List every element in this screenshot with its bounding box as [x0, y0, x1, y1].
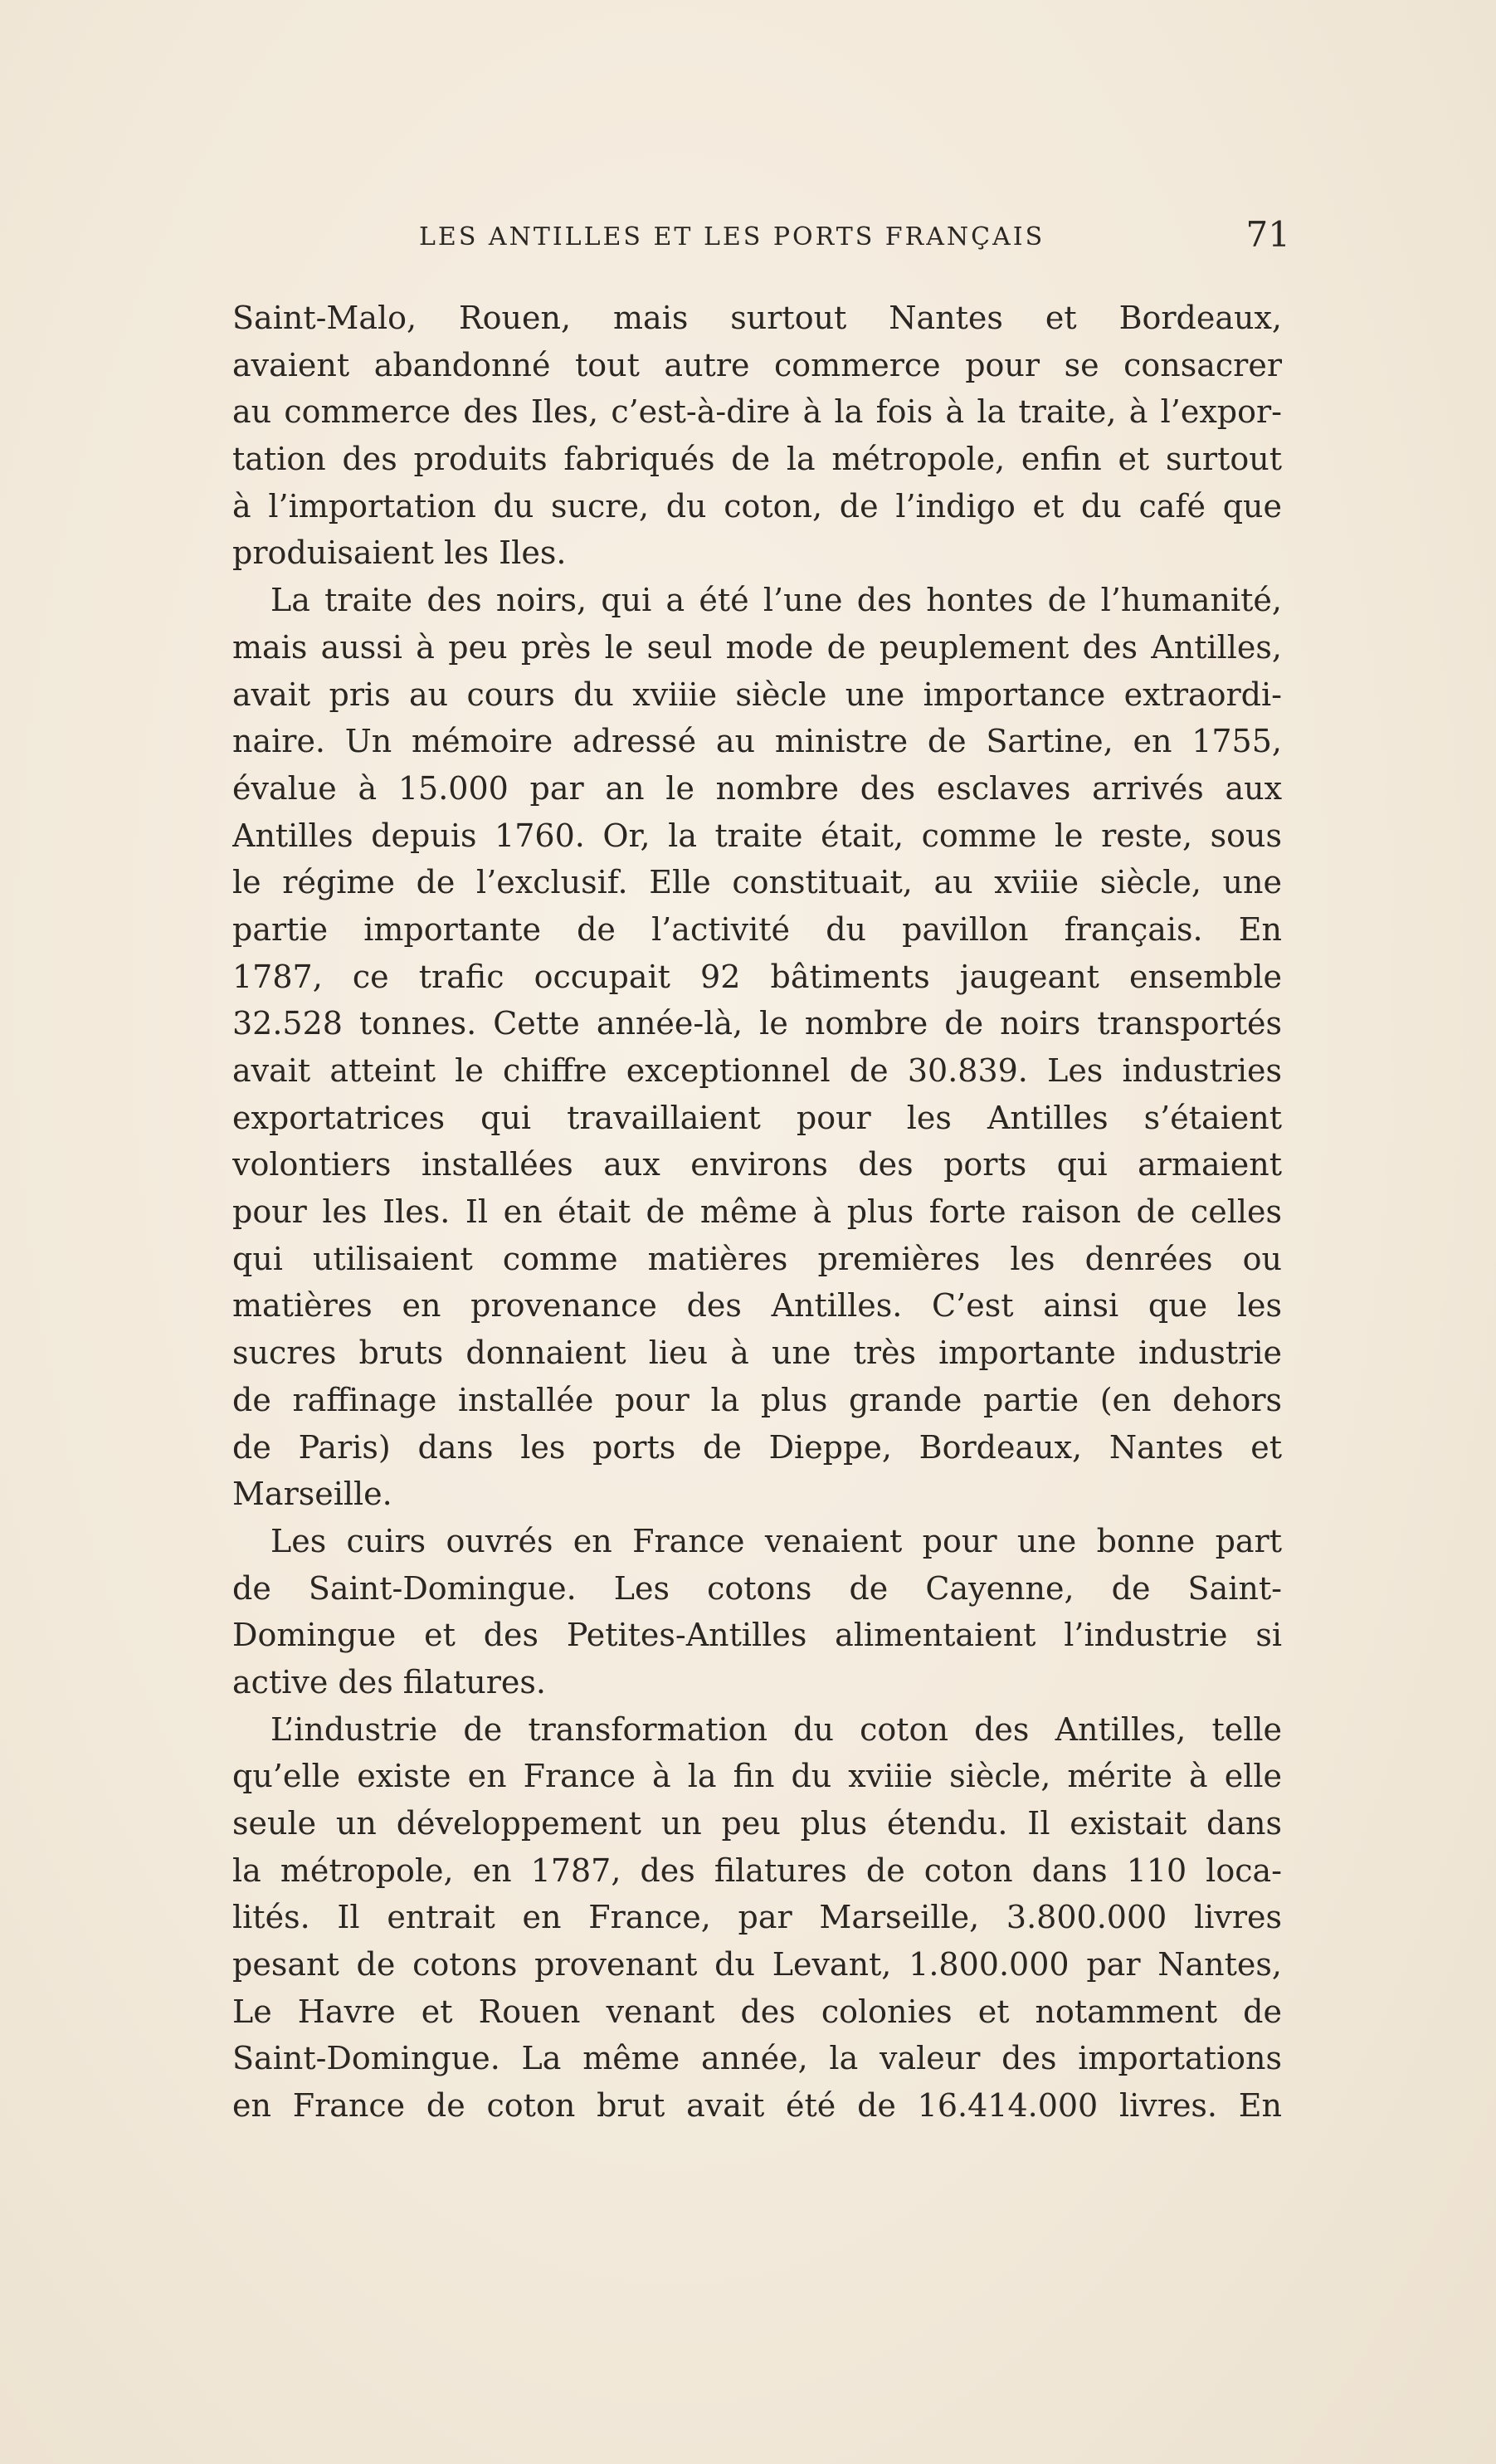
text-line: évalue à 15.000 par an le nombre des esclaves arrivés aux: [232, 769, 1282, 807]
text-line: de Saint-Domingue. Les cotons de Cayenne, de Saint-: [232, 1569, 1282, 1607]
text-line: seule un développement un peu plus étendu. Il existait dans: [232, 1805, 1282, 1842]
text-line: naire. Un mémoire adressé au ministre de Sartine, en 1755,: [232, 723, 1282, 760]
text-line: matières en provenance des Antilles. C’est ainsi que les: [232, 1287, 1282, 1325]
page-number: 71: [1245, 214, 1290, 255]
text-line: qui utilisaient comme matières premières les denrées ou: [232, 1240, 1282, 1277]
text-line: lités. Il entrait en France, par Marseille, 3.800.000 livres: [232, 1899, 1282, 1936]
text-line: au commerce des Iles, c’est-à-dire à la fois à la traite, à l’expor-: [232, 393, 1282, 431]
text-line: Les cuirs ouvrés en France venaient pour une bonne part: [270, 1522, 1282, 1559]
text-line: Domingue et des Petites-Antilles alimentaient l’industrie si: [232, 1617, 1282, 1654]
text-line: Saint-Malo, Rouen, mais surtout Nantes et Bordeaux,: [232, 300, 1282, 336]
text-line: à l’importation du sucre, du coton, de l’indigo et du café que: [232, 487, 1282, 525]
text-line: avait pris au cours du xviiie siècle une importance extraordi-: [232, 676, 1282, 713]
text-line: Le Havre et Rouen venant des colonies et notamment de: [232, 1993, 1282, 2030]
text-line: Saint-Domingue. La même année, la valeur des importations: [232, 2040, 1282, 2077]
text-line: pour les Iles. Il en était de même à plus forte raison de celles: [232, 1193, 1282, 1231]
text-line: 32.528 tonnes. Cette année-là, le nombre de noirs transportés: [232, 1005, 1282, 1042]
running-head: [232, 214, 1290, 264]
text-line: sucres bruts donnaient lieu à une très importante industrie: [232, 1334, 1282, 1372]
text-line: qu’elle existe en France à la fin du xviiie siècle, mérite à elle: [232, 1758, 1282, 1795]
text-line: le régime de l’exclusif. Elle constituait, au xviiie siècle, une: [232, 864, 1282, 901]
text-line: 1787, ce trafic occupait 92 bâtiments jaugeant ensemble: [232, 958, 1282, 995]
text-line: Marseille.: [232, 1476, 392, 1513]
text-line: de raffinage installée pour la plus grande partie (en dehors: [232, 1381, 1282, 1418]
text-line: avait atteint le chiffre exceptionnel de 30.839. Les industries: [232, 1052, 1282, 1089]
text-line: La traite des noirs, qui a été l’une des hontes de l’humanité,: [270, 582, 1282, 619]
text-line: produisaient les Iles.: [232, 534, 567, 572]
text-line: Antilles depuis 1760. Or, la traite était, comme le reste, sous: [232, 817, 1282, 854]
text-line: exportatrices qui travaillaient pour les Antilles s’étaient: [232, 1099, 1282, 1136]
text-line: avaient abandonné tout autre commerce pour se consacrer: [232, 346, 1282, 383]
text-line: L’industrie de transformation du coton des Antilles, telle: [270, 1710, 1282, 1748]
running-title: LES ANTILLES ET LES PORTS FRANÇAIS: [419, 222, 1045, 251]
text-line: la métropole, en 1787, des filatures de coton dans 110 loca-: [232, 1852, 1282, 1889]
text-line: en France de coton brut avait été de 16.414.000 livres. En: [232, 2087, 1282, 2125]
text-line: mais aussi à peu près le seul mode de peuplement des Antilles,: [232, 628, 1282, 666]
text-line: de Paris) dans les ports de Dieppe, Bordeaux, Nantes et: [232, 1428, 1282, 1466]
text-line: pesant de cotons provenant du Levant, 1.800.000 par Nantes,: [232, 1946, 1282, 1983]
text-line: active des filatures.: [232, 1663, 546, 1700]
text-line: partie importante de l’activité du pavillon français. En: [232, 910, 1282, 948]
text-line: volontiers installées aux environs des ports qui armaient: [232, 1146, 1282, 1183]
body-text: [232, 295, 1282, 2130]
text-line: tation des produits fabriqués de la métropole, enfin et surtout: [232, 441, 1282, 478]
